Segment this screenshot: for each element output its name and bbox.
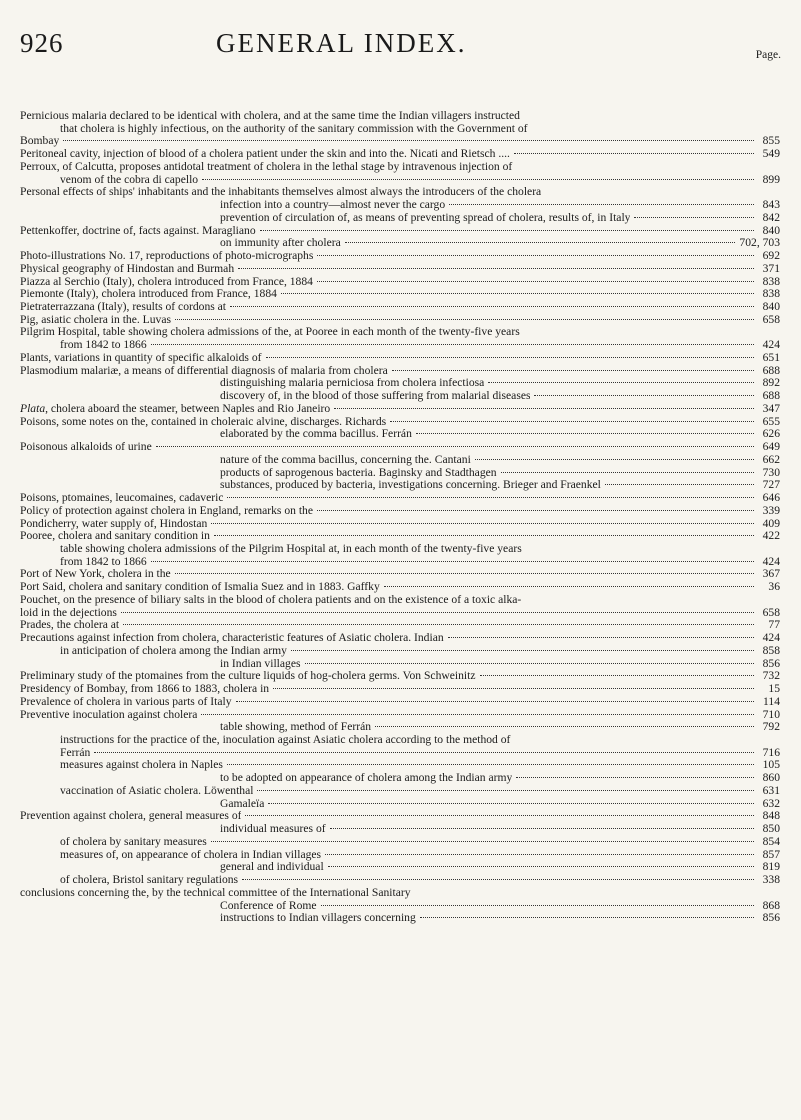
dot-leader (392, 370, 754, 371)
page-reference: 792 (762, 720, 780, 734)
entry-line (20, 696, 780, 709)
page-reference: 626 (762, 427, 780, 441)
entry-line (20, 288, 780, 301)
page-reference: 662 (762, 452, 780, 466)
index-entry (20, 836, 780, 849)
dot-leader (260, 230, 754, 231)
entry-text: Piemonte (Italy), cholera introduced from France, 1884 (20, 288, 277, 301)
entry-text: Presidency of Bombay, from 1866 to 1883, cholera in (20, 683, 270, 696)
entry-line (20, 798, 780, 811)
page-reference: 716 (762, 745, 780, 759)
dot-leader (330, 828, 754, 829)
entry-line (20, 556, 780, 569)
entry-line (20, 276, 780, 289)
index-entries (20, 110, 780, 925)
entry-text: Preventive inoculation against cholera (20, 708, 198, 721)
entry-text: Port of New York, cholera in the (20, 568, 171, 581)
dot-leader (201, 714, 754, 715)
entry-text: Poisons, ptomaines, leucomaines, cadaveric (20, 492, 224, 505)
page-reference: 632 (762, 796, 780, 810)
dot-leader (375, 726, 754, 727)
index-entry (20, 237, 780, 250)
entry-text-line: conclusions concerning the, by the technical committee of the International Sanitary (20, 885, 411, 899)
entry-text: Piazza al Serchio (Italy), cholera introduced from France, 1884 (20, 275, 313, 288)
entry-text: Preliminary study of the ptomaines from the culture liquids of hog-cholera germs. Von Schweinitz (20, 670, 476, 683)
page-reference: 840 (762, 223, 780, 237)
page-reference: 727 (762, 478, 780, 492)
page-reference: 549 (762, 147, 780, 161)
entry-text: vaccination of Asiatic cholera. Löwenthal (60, 784, 254, 797)
entry-line (20, 225, 780, 238)
dot-leader (480, 675, 754, 676)
entry-line (20, 518, 780, 531)
page-reference: 651 (762, 350, 780, 364)
entry-text: Bombay (20, 135, 60, 148)
index-entry (20, 709, 780, 722)
index-entry (20, 479, 780, 492)
page-reference: 424 (762, 631, 780, 645)
dot-leader (121, 612, 754, 613)
page-reference: 692 (762, 249, 780, 263)
page-reference: 688 (762, 363, 780, 377)
entry-line (20, 785, 780, 798)
entry-line (20, 250, 780, 263)
entry-line (20, 199, 780, 212)
entry-text: Poisonous alkaloids of urine (20, 441, 152, 454)
index-entry (20, 785, 780, 798)
index-entry (20, 505, 780, 518)
index-entry (20, 454, 780, 467)
page-reference: 843 (762, 198, 780, 212)
entry-line (20, 632, 780, 645)
index-entry (20, 288, 780, 301)
entry-line (20, 135, 780, 148)
index-entry (20, 632, 780, 645)
entry-line (20, 747, 780, 760)
entry-text: infection into a country—almost never the cargo (220, 199, 446, 212)
entry-line (20, 810, 780, 823)
page-reference: 857 (762, 847, 780, 861)
entry-text: Poisons, some notes on the, contained in choleraic alvine, discharges. Richards (20, 415, 387, 428)
index-entry (20, 301, 780, 314)
index-entry (20, 186, 780, 211)
entry-text: from 1842 to 1866 (60, 555, 147, 568)
entry-text: general and individual (220, 861, 324, 874)
entry-text: in Indian villages (220, 657, 301, 670)
page-reference: 114 (763, 694, 780, 708)
index-entry (20, 352, 780, 365)
page-reference: 339 (762, 503, 780, 517)
entry-text-line: Perroux, of Calcutta, proposes antidotal treatment of cholera in the lethal stage by intravenous injection of (20, 159, 513, 173)
entry-text-line: Pernicious malaria declared to be identical with cholera, and at the same time the Indian villagers instructed (20, 109, 520, 122)
index-entry (20, 250, 780, 263)
entry-line (20, 759, 780, 772)
entry-text: distinguishing malaria perniciosa from cholera infectiosa (220, 377, 485, 390)
entry-line (20, 900, 780, 913)
dot-leader (214, 535, 754, 536)
index-entry (20, 428, 780, 441)
entry-line (20, 365, 780, 378)
dot-leader (475, 459, 754, 460)
dot-leader (420, 917, 754, 918)
entry-text: Pig, asiatic cholera in the. Luvas (20, 313, 171, 326)
running-title: GENERAL INDEX. (216, 28, 467, 58)
dot-leader (63, 140, 754, 141)
entry-text: Pondicherry, water supply of, Hindostan (20, 517, 208, 530)
page-reference: 702, 703 (739, 236, 780, 250)
index-entry (20, 874, 780, 887)
page-number: 926 (20, 28, 64, 58)
page-reference: 105 (762, 758, 780, 772)
page-reference: 422 (762, 529, 780, 543)
index-entry (20, 619, 780, 632)
entry-line (20, 581, 780, 594)
index-entry (20, 798, 780, 811)
entry-text: from 1842 to 1866 (60, 339, 147, 352)
page-reference: 710 (762, 707, 780, 721)
entry-text-line: Personal effects of ships' inhabitants and the inhabitants themselves almost always the introducers of the cholera (20, 185, 542, 199)
index-entry (20, 861, 780, 874)
dot-leader (390, 421, 754, 422)
page-reference: 36 (768, 580, 780, 594)
dot-leader (236, 701, 754, 702)
page-reference: 732 (762, 669, 780, 683)
index-entry (20, 594, 780, 619)
entry-text-line: instructions for the practice of the, inoculation against Asiatic cholera according to the method of (60, 732, 511, 746)
entry-line (20, 619, 780, 632)
dot-leader (175, 319, 754, 320)
entry-text: Ferrán (60, 746, 91, 759)
index-entry (20, 670, 780, 683)
entry-line (20, 505, 780, 518)
page-reference: 77 (768, 618, 780, 632)
entry-text: Prevalence of cholera in various parts of Italy (20, 695, 232, 708)
dot-leader (175, 573, 754, 574)
dot-leader (257, 790, 754, 791)
dot-leader (291, 650, 754, 651)
entry-text: individual measures of (220, 823, 326, 836)
entry-line (20, 912, 780, 925)
index-entry (20, 390, 780, 403)
index-entry (20, 161, 780, 186)
page-reference: 819 (762, 860, 780, 874)
index-entry (20, 823, 780, 836)
entry-line (20, 607, 780, 620)
entry-text: table showing, method of Ferrán (220, 721, 372, 734)
page-reference: 730 (762, 465, 780, 479)
entry-line (20, 670, 780, 683)
entry-text: Plants, variations in quantity of specific alkaloids of (20, 351, 262, 364)
page-reference: 854 (762, 834, 780, 848)
dot-leader (151, 561, 754, 562)
entry-text: Physical geography of Hindostan and Burmah (20, 262, 235, 275)
index-entry (20, 467, 780, 480)
entry-text: of cholera, Bristol sanitary regulations (60, 874, 239, 887)
index-entry (20, 441, 780, 454)
index-entry (20, 212, 780, 225)
page-reference: 899 (762, 172, 780, 186)
page-reference: 658 (762, 605, 780, 619)
entry-text: venom of the cobra di capello (60, 173, 199, 186)
entry-line (20, 772, 780, 785)
index-entry (20, 518, 780, 531)
entry-line (20, 709, 780, 722)
dot-leader (317, 510, 754, 511)
dot-leader (449, 204, 754, 205)
page-column-label: Page. (755, 49, 781, 61)
page-reference: 856 (762, 911, 780, 925)
entry-line (20, 390, 780, 403)
page-reference: 860 (762, 771, 780, 785)
entry-text: Policy of protection against cholera in England, remarks on the (20, 504, 313, 517)
dot-leader (94, 752, 754, 753)
entry-text: Precautions against infection from cholera, characteristic features of Asiatic cholera. Indian (20, 632, 444, 645)
entry-line (20, 861, 780, 874)
page-reference: 631 (762, 783, 780, 797)
entry-text: Gamaleïa (220, 797, 265, 810)
entry-line (20, 301, 780, 314)
page-reference: 688 (762, 389, 780, 403)
dot-leader (268, 803, 754, 804)
index-entry (20, 658, 780, 671)
page-reference: 367 (762, 567, 780, 581)
page-reference: 892 (762, 376, 780, 390)
page-reference: 848 (762, 809, 780, 823)
entry-text-line: Pouchet, on the presence of biliary salts in the blood of cholera patients and on the existence of a toxic alka- (20, 592, 522, 606)
page-reference: 840 (762, 300, 780, 314)
page-reference: 371 (762, 261, 780, 275)
page-reference: 868 (762, 898, 780, 912)
dot-leader (317, 281, 754, 282)
dot-leader (516, 777, 754, 778)
entry-line (20, 212, 780, 225)
page-reference: 838 (762, 274, 780, 288)
entry-text: Pietraterrazzana (Italy), results of cordons at (20, 301, 227, 314)
dot-leader (281, 293, 754, 294)
entry-text: loid in the dejections (20, 606, 117, 619)
index-entry (20, 326, 780, 351)
dot-leader (202, 179, 754, 180)
entry-line (20, 849, 780, 862)
index-entry (20, 110, 780, 148)
page-reference: 338 (762, 873, 780, 887)
page-reference: 855 (762, 134, 780, 148)
entry-text: products of saprogenous bacteria. Baginsky and Stadthagen (220, 466, 497, 479)
page-reference: 858 (762, 643, 780, 657)
page-reference: 424 (762, 338, 780, 352)
entry-line (20, 479, 780, 492)
index-entry (20, 492, 780, 505)
index-entry (20, 849, 780, 862)
entry-text: nature of the comma bacillus, concerning the. Cantani (220, 453, 471, 466)
dot-leader (305, 663, 755, 664)
page-reference: 842 (762, 210, 780, 224)
entry-line (20, 237, 780, 250)
entry-text: prevention of circulation of, as means of preventing spread of cholera, results of, in Italy (220, 211, 631, 224)
dot-leader (211, 523, 754, 524)
index-entry (20, 225, 780, 238)
entry-text: Pettenkoffer, doctrine of, facts against. Maragliano (20, 224, 256, 237)
dot-leader (328, 866, 754, 867)
dot-leader (334, 408, 754, 409)
entry-text: discovery of, in the blood of those suffering from malarial diseases (220, 390, 531, 403)
entry-line (20, 492, 780, 505)
dot-leader (151, 344, 754, 345)
index-entry (20, 887, 780, 912)
index-entry (20, 810, 780, 823)
index-entry (20, 365, 780, 378)
dot-leader (273, 688, 754, 689)
entry-text: on immunity after cholera (220, 237, 341, 250)
entry-text: Plasmodium malariæ, a means of differential diagnosis of malaria from cholera (20, 364, 388, 377)
page-reference: 838 (762, 287, 780, 301)
entry-line (20, 874, 780, 887)
page-header (20, 28, 771, 68)
index-entry (20, 683, 780, 696)
index-entry (20, 696, 780, 709)
entry-line (20, 658, 780, 671)
index-entry (20, 568, 780, 581)
dot-leader (634, 217, 754, 218)
dot-leader (325, 854, 754, 855)
dot-leader (605, 484, 754, 485)
index-entry (20, 912, 780, 925)
entry-line (20, 683, 780, 696)
page-reference: 658 (762, 312, 780, 326)
dot-leader (266, 357, 755, 358)
entry-text: elaborated by the comma bacillus. Ferrán (220, 428, 412, 441)
entry-line (20, 467, 780, 480)
entry-text: Peritoneal cavity, injection of blood of a cholera patient under the skin and into the. Nicati and Rietsch .... (20, 148, 510, 161)
dot-leader (317, 255, 754, 256)
entry-text: to be adopted on appearance of cholera among the Indian army (220, 772, 513, 785)
entry-line (20, 403, 780, 416)
entry-line (20, 263, 780, 276)
page-reference: 649 (762, 440, 780, 454)
page-reference: 655 (762, 414, 780, 428)
dot-leader (242, 879, 754, 880)
entry-text: Prades, the cholera at (20, 619, 120, 632)
entry-text-line: that cholera is highly infectious, on the authority of the sanitary commission with the Government of (60, 121, 528, 135)
page-reference: 15 (768, 682, 780, 696)
entry-line (20, 339, 780, 352)
entry-line (20, 441, 780, 454)
dot-leader (156, 446, 754, 447)
page-reference: 424 (762, 554, 780, 568)
index-entry (20, 759, 780, 772)
entry-text: measures of, on appearance of cholera in Indian villages (60, 848, 322, 861)
dot-leader (345, 242, 736, 243)
index-entry (20, 734, 780, 759)
entry-line (20, 645, 780, 658)
page-reference: 347 (762, 401, 780, 415)
page-reference: 856 (762, 656, 780, 670)
entry-text: in anticipation of cholera among the Indian army (60, 644, 287, 657)
dot-leader (211, 841, 754, 842)
index-entry (20, 263, 780, 276)
dot-leader (488, 382, 754, 383)
entry-line (20, 377, 780, 390)
index-entry (20, 645, 780, 658)
entry-text: Conference of Rome (220, 899, 317, 912)
dot-leader (123, 624, 754, 625)
entry-line (20, 428, 780, 441)
page-reference: 850 (762, 822, 780, 836)
dot-leader (514, 153, 754, 154)
entry-text: of cholera by sanitary measures (60, 835, 207, 848)
entry-text: Port Said, cholera and sanitary condition of Ismalia Suez and in 1883. Gaffky (20, 581, 380, 594)
index-entry (20, 581, 780, 594)
entry-line (20, 454, 780, 467)
dot-leader (416, 433, 754, 434)
dot-leader (384, 586, 754, 587)
entry-text: Prevention against cholera, general measures of (20, 810, 242, 823)
entry-text-line: Pilgrim Hospital, table showing cholera admissions of the, at Pooree in each month of the twenty-five years (20, 325, 520, 339)
entry-line (20, 836, 780, 849)
index-entry (20, 772, 780, 785)
dot-leader (238, 268, 754, 269)
entry-text: substances, produced by bacteria, investigations concerning. Brieger and Fraenkel (220, 479, 601, 492)
entry-text: Photo-illustrations No. 17, reproductions of photo-micrographs (20, 250, 314, 263)
entry-line (20, 823, 780, 836)
dot-leader (227, 764, 754, 765)
dot-leader (448, 637, 754, 638)
page-reference: 409 (762, 516, 780, 530)
dot-leader (230, 306, 754, 307)
index-entry (20, 403, 780, 416)
entry-text: Pooree, cholera and sanitary condition in (20, 530, 210, 543)
index-entry (20, 276, 780, 289)
entry-line (20, 352, 780, 365)
index-entry (20, 543, 780, 568)
entry-text: instructions to Indian villagers concerning (220, 912, 416, 925)
entry-text: Plata, cholera aboard the steamer, between Naples and Rio Janeiro (20, 402, 331, 415)
entry-line (20, 568, 780, 581)
dot-leader (245, 815, 754, 816)
entry-text-line: table showing cholera admissions of the Pilgrim Hospital at, in each month of the twenty-five years (60, 541, 522, 555)
dot-leader (501, 472, 754, 473)
page-reference: 646 (762, 491, 780, 505)
dot-leader (321, 905, 754, 906)
index-entry (20, 377, 780, 390)
entry-text: measures against cholera in Naples (60, 759, 223, 772)
entry-line (20, 416, 780, 429)
index-entry (20, 416, 780, 429)
dot-leader (534, 395, 754, 396)
dot-leader (227, 497, 754, 498)
